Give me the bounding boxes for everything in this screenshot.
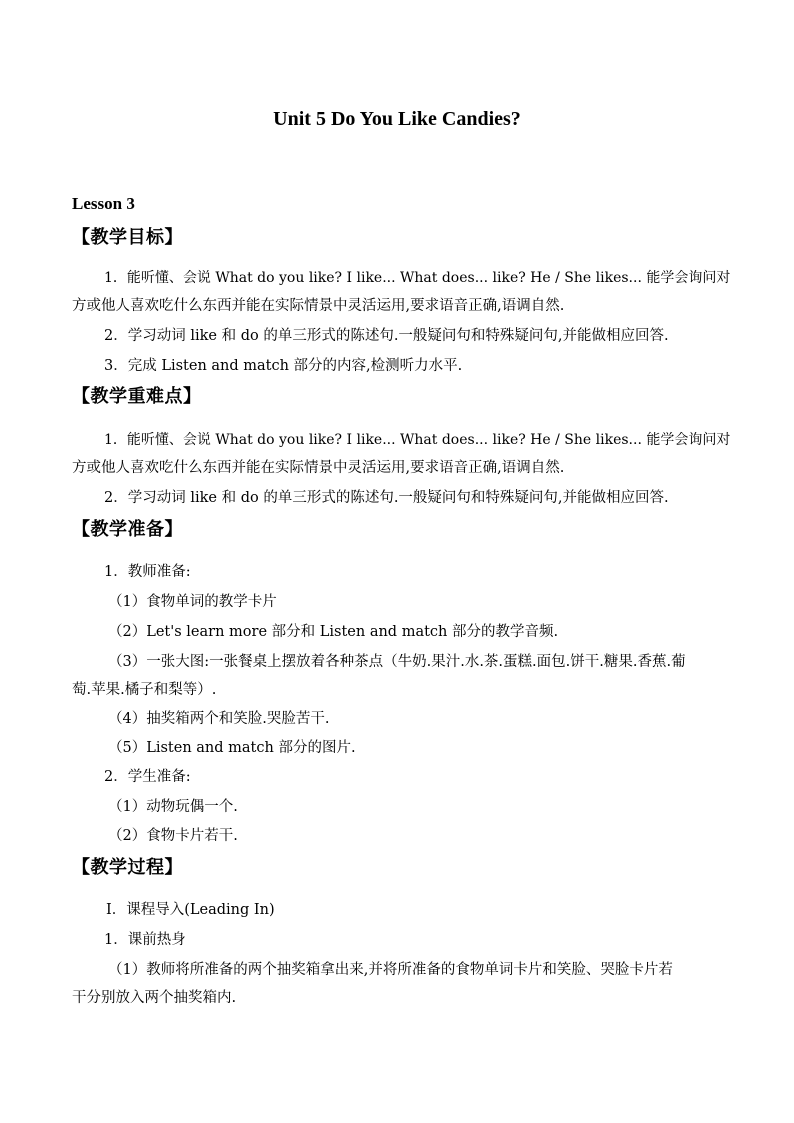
section-heading-key-points: 【教学重难点】 xyxy=(72,386,202,407)
lesson-label: Lesson 3 xyxy=(72,194,135,213)
preparation-line: 萄.苹果.橘子和梨等）. xyxy=(72,682,217,698)
key-points-line: 方或他人喜欢吃什么东西并能在实际情景中灵活运用,要求语音正确,语调自然. xyxy=(72,460,565,476)
section-heading-process: 【教学过程】 xyxy=(72,857,183,878)
key-points-line: 1．能听懂、会说 What do you like? I like... What does... like? He / She likes... 能学会询问对 xyxy=(104,432,731,448)
key-points-line: 2．学习动词 like 和 do 的单三形式的陈述句.一般疑问句和特殊疑问句,并能做相应回答. xyxy=(104,490,669,506)
preparation-line: （3）一张大图:一张餐桌上摆放着各种茶点（牛奶.果汁.水.茶.蛋糕.面包.饼干.糖果.香蕉.葡 xyxy=(108,654,686,670)
objectives-line: 2．学习动词 like 和 do 的单三形式的陈述句.一般疑问句和特殊疑问句,并能做相应回答. xyxy=(104,328,669,344)
process-line: 1．课前热身 xyxy=(104,932,186,948)
process-line: （1）教师将所准备的两个抽奖箱拿出来,并将所准备的食物单词卡片和笑脸、哭脸卡片若 xyxy=(108,962,673,978)
document-title: Unit 5 Do You Like Candies? xyxy=(273,108,521,130)
preparation-line: （1）食物单词的教学卡片 xyxy=(108,594,277,610)
preparation-line: 1．教师准备: xyxy=(104,564,191,580)
objectives-line: 3．完成 Listen and match 部分的内容,检测听力水平. xyxy=(104,358,463,374)
section-heading-preparation: 【教学准备】 xyxy=(72,519,183,540)
preparation-line: （2）Let's learn more 部分和 Listen and match 部分的教学音频. xyxy=(108,624,559,640)
preparation-line: （2）食物卡片若干. xyxy=(108,828,238,844)
objectives-line: 1．能听懂、会说 What do you like? I like... What does... like? He / She likes... 能学会询问对 xyxy=(104,270,731,286)
process-line: 干分别放入两个抽奖箱内. xyxy=(72,990,237,1006)
section-heading-objectives: 【教学目标】 xyxy=(72,227,183,248)
objectives-line: 方或他人喜欢吃什么东西并能在实际情景中灵活运用,要求语音正确,语调自然. xyxy=(72,298,565,314)
preparation-line: （1）动物玩偶一个. xyxy=(108,799,238,815)
preparation-line: （5）Listen and match 部分的图片. xyxy=(108,740,356,756)
preparation-line: （4）抽奖箱两个和笑脸.哭脸苦干. xyxy=(108,711,330,727)
preparation-line: 2．学生准备: xyxy=(104,769,191,785)
process-line: Ⅰ．课程导入(Leading In) xyxy=(106,902,275,918)
